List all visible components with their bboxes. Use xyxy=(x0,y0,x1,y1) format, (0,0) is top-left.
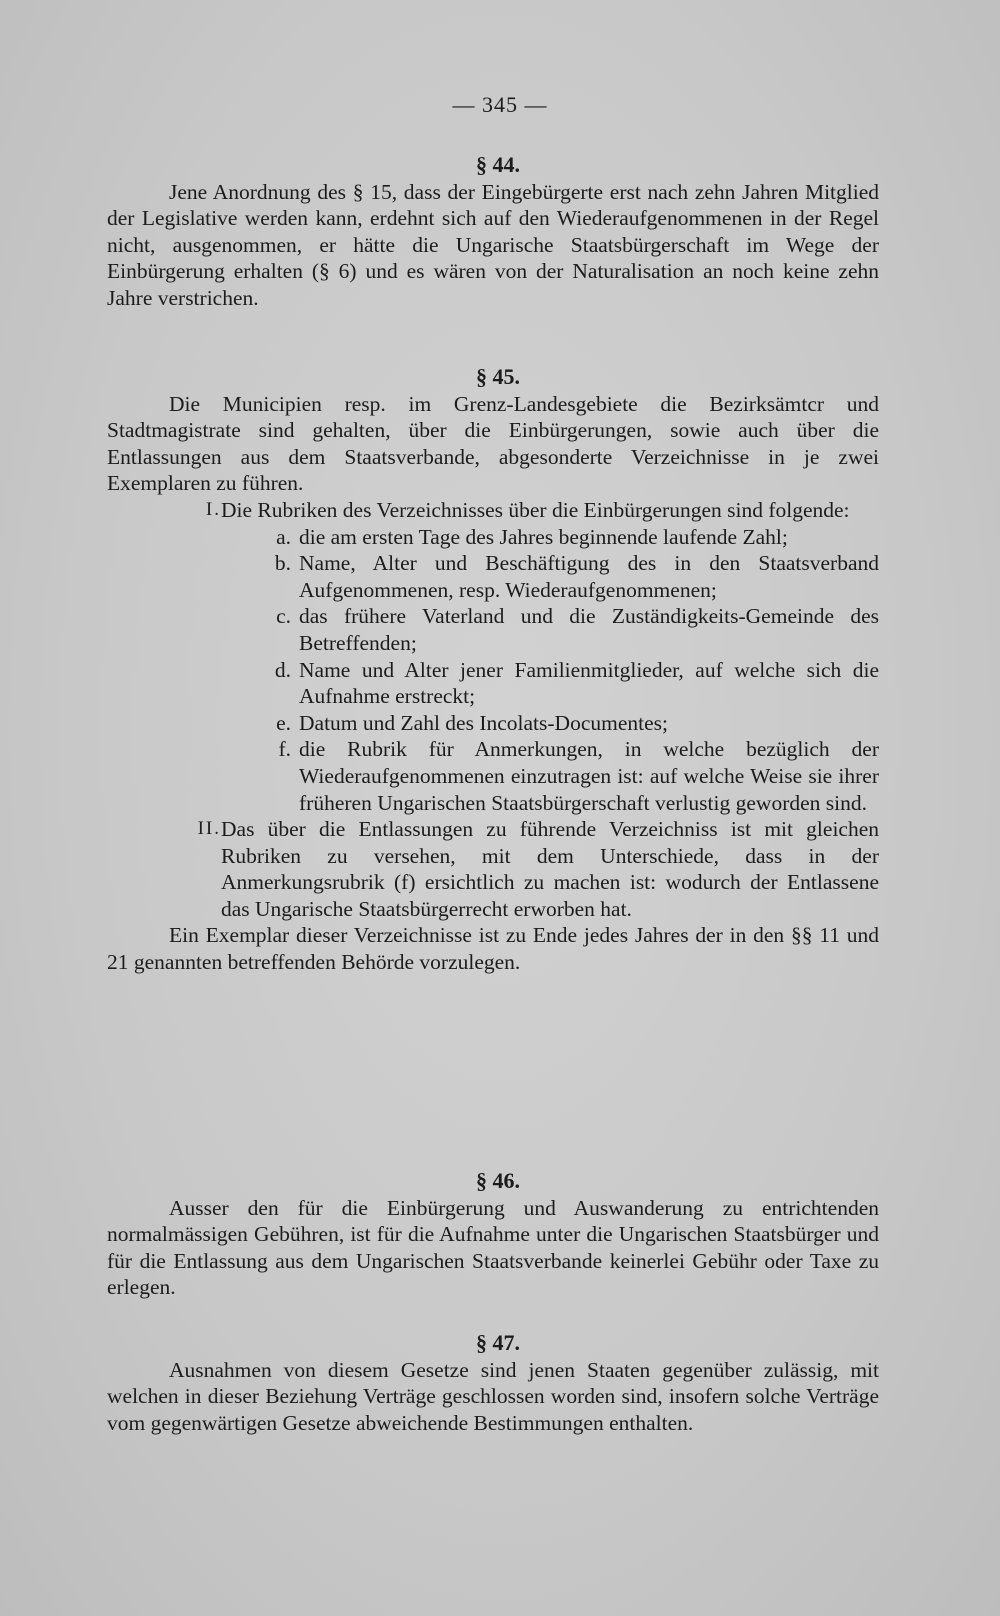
list-item-text: Name und Alter jener Familienmitglieder, auf welche sich die Aufnahme erstreckt; xyxy=(299,657,879,709)
sub-list-alpha xyxy=(107,524,879,817)
section-45-list-2 xyxy=(107,816,879,922)
list-item-d xyxy=(107,657,879,710)
list-item-text: die Rubrik für Anmerkungen, in welche bezüglich der Wiederaufgenommenen einzutragen ist: auf welche Weise sie ihrer früheren Ungarischen Staatsbürgerschaft verlustig geworden sind. xyxy=(299,737,879,815)
list-item-text: Das über die Entlassungen zu führende Verzeichniss ist mit gleichen Rubriken zu versehen, mit dem Unterschiede, dass in der Anmerkungsrubrik (f) ersichtlich zu machen ist: wodurch der Entlassene das Ungarische Staatsbürgerrecht erworben hat. xyxy=(221,817,879,921)
list-item-f xyxy=(107,736,879,816)
page-number: — 345 — xyxy=(452,92,548,117)
list-item-text: Datum und Zahl des Incolats-Documentes; xyxy=(299,710,668,735)
list-marker: f. xyxy=(278,737,291,762)
list-marker: c. xyxy=(276,604,291,629)
list-item-c xyxy=(107,603,879,656)
list-marker: I. xyxy=(205,498,221,520)
section-45-intro: Die Municipien resp. im Grenz-Landesgebiete die Bezirksämtcr und Stadtmagistrate sind gehalten, über die Einbürgerungen, sowie auch über die Entlassungen aus dem Staatsverbande, abgesonderte Verzeichnisse in je zwei Exemplaren zu führen. xyxy=(107,391,879,496)
list-item-a xyxy=(107,524,879,551)
section-46-paragraph: Ausser den für die Einbürgerung und Auswanderung zu entrichtenden normalmässigen Gebühren, ist für die Aufnahme unter die Ungarischen Staatsbürger und für die Entlassung aus dem Ungarischen Staatsverbande keinerlei Gebühr oder Taxe zu erlegen. xyxy=(107,1195,879,1300)
section-45 xyxy=(107,364,879,976)
section-heading-44: § 44. xyxy=(476,152,520,177)
section-heading-47: § 47. xyxy=(476,1330,520,1355)
section-47-paragraph: Ausnahmen von diesem Gesetze sind jenen Staaten gegenüber zulässig, mit welchen in dieser Beziehung Verträge geschlossen worden sind, insofern solche Verträge vom gegenwärtigen Gesetze abweichende Bestimmungen enthalten. xyxy=(107,1357,879,1435)
list-item-text: das frühere Vaterland und die Zuständigkeits-Gemeinde des Betreffenden; xyxy=(299,604,879,655)
list-marker: d. xyxy=(274,657,291,682)
section-44 xyxy=(107,152,879,312)
list-marker: a. xyxy=(276,524,291,549)
list-marker: e. xyxy=(276,710,291,735)
list-item-text: Name, Alter und Beschäftigung des in den Staatsverband Aufgenommenen, resp. Wiederaufgenommenen; xyxy=(299,551,879,602)
section-heading-46: § 46. xyxy=(476,1168,520,1193)
section-46 xyxy=(107,1168,879,1301)
section-44-paragraph: Jene Anordnung des § 15, dass der Eingebürgerte erst nach zehn Jahren Mitglied der Legislative werden kann, erdehnt sich auf den Wiederaufgenommenen in der Regel nicht, ausgenommen, er hätte die Ungarische Staatsbürgerschaft im Wege der Einbürgerung erhalten (§ 6) und es wären von der Naturalisation an noch keine zehn Jahre verstrichen. xyxy=(107,179,879,310)
list-marker: b. xyxy=(274,551,291,576)
list-item-e xyxy=(107,710,879,737)
list-marker: II. xyxy=(197,818,221,840)
section-45-list xyxy=(107,497,879,524)
list-item-roman-1 xyxy=(95,497,879,524)
section-heading-45: § 45. xyxy=(476,364,520,389)
list-item-b xyxy=(107,550,879,603)
section-45-closing: Ein Exemplar dieser Verzeichnisse ist zu Ende jedes Jahres der in den §§ 11 und 21 genannten betreffenden Behörde vorzulegen. xyxy=(107,923,879,975)
list-item-roman-2 xyxy=(95,816,879,922)
list-item-text: Die Rubriken des Verzeichnisses über die Einbürgerungen sind folgende: xyxy=(221,497,850,522)
section-47 xyxy=(107,1330,879,1436)
list-item-text: die am ersten Tage des Jahres beginnende laufende Zahl; xyxy=(299,524,788,549)
